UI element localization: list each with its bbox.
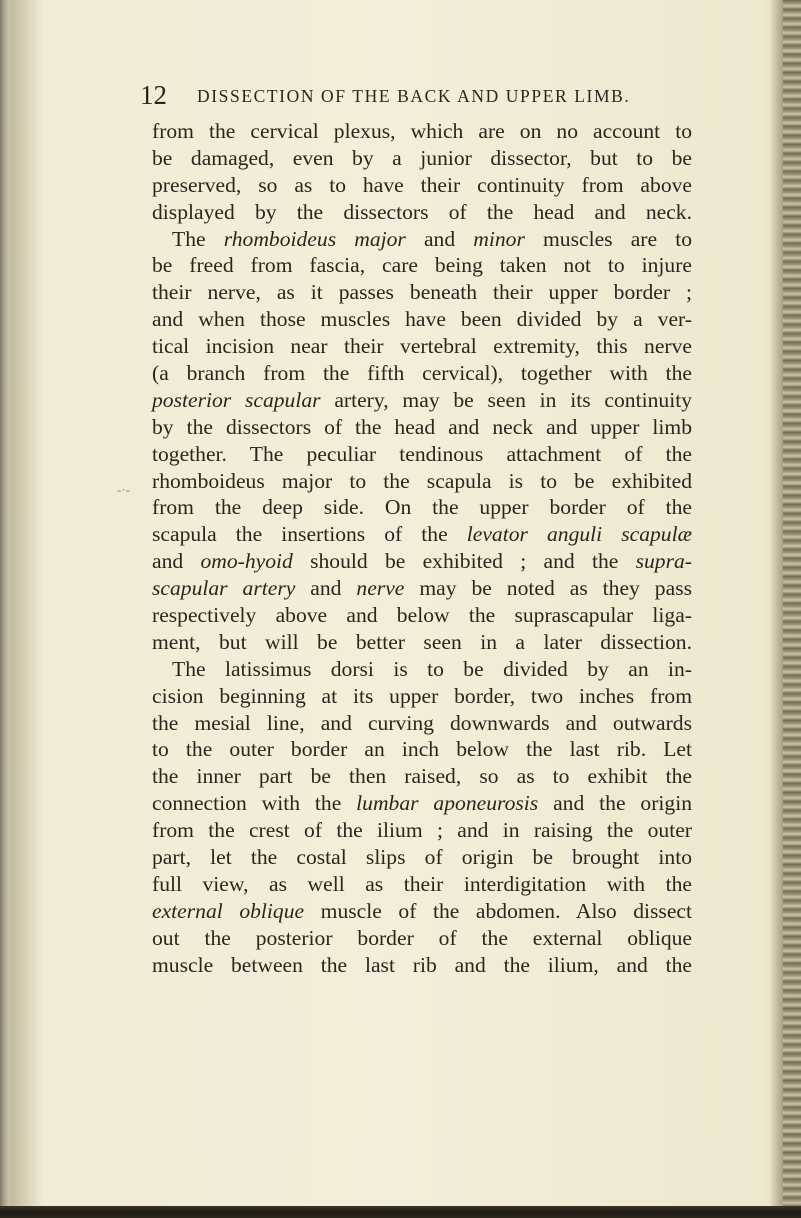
text-segment: their nerve, as it passes beneath their upper border ; bbox=[152, 280, 692, 305]
text-segment: muscle between the last rib and the ilium, and the bbox=[152, 952, 692, 977]
text-segment: be freed from fascia, care being taken not to injure bbox=[152, 253, 692, 278]
italic-term: lumbar aponeurosis bbox=[356, 791, 539, 816]
text-segment: be damaged, even by a junior dissector, but to be bbox=[152, 145, 692, 170]
italic-term: scapular artery bbox=[152, 576, 296, 601]
text-line bbox=[152, 199, 692, 226]
page-header bbox=[140, 80, 700, 110]
text-segment: scapula the insertions of the bbox=[152, 522, 467, 547]
text-segment: and the origin bbox=[538, 791, 692, 816]
page-stack-edge bbox=[783, 0, 801, 1218]
text-segment: preserved, so as to have their continuity from above bbox=[152, 172, 692, 197]
text-line bbox=[152, 172, 692, 199]
text-line bbox=[152, 548, 692, 575]
text-line bbox=[152, 871, 692, 898]
text-segment: rhomboideus major to the scapula is to be exhibited bbox=[152, 468, 692, 493]
running-head: DISSECTION OF THE BACK AND UPPER LIMB. bbox=[197, 86, 631, 106]
text-segment: tical incision near their vertebral extremity, this nerve bbox=[152, 334, 692, 359]
text-segment: The latissimus dorsi is to be divided by an in- bbox=[172, 656, 692, 681]
italic-term: nerve bbox=[356, 576, 405, 601]
italic-term: levator anguli scapulæ bbox=[466, 522, 692, 547]
text-line bbox=[152, 414, 692, 441]
text-segment: from the deep side. On the upper border of the bbox=[152, 495, 692, 520]
text-segment: together. The peculiar tendinous attachment of the bbox=[152, 441, 692, 466]
text-segment: (a branch from the fifth cervical), together with the bbox=[152, 361, 692, 386]
text-segment: and bbox=[295, 576, 357, 601]
text-segment: and bbox=[152, 549, 201, 574]
fore-edge-shadow bbox=[769, 0, 783, 1218]
text-line bbox=[152, 333, 692, 360]
bottom-page-edge bbox=[0, 1206, 801, 1218]
text-segment: artery, may be seen in its continuity bbox=[320, 387, 692, 412]
text-segment: from the cervical plexus, which are on no account to bbox=[152, 119, 692, 143]
text-segment: should be exhibited ; and the bbox=[292, 549, 636, 574]
text-line bbox=[152, 656, 692, 683]
text-segment: part, let the costal slips of origin be brought into bbox=[152, 845, 692, 870]
text-line bbox=[152, 360, 692, 387]
text-line bbox=[152, 602, 692, 629]
text-line bbox=[152, 145, 692, 172]
text-segment: muscle of the abdomen. Also dissect bbox=[304, 898, 692, 923]
text-line bbox=[152, 494, 692, 521]
text-line bbox=[152, 898, 692, 925]
text-line bbox=[152, 925, 692, 952]
text-line bbox=[152, 710, 692, 737]
page-number: 12 bbox=[140, 80, 167, 110]
text-segment: muscles are to bbox=[524, 226, 692, 251]
text-line bbox=[152, 226, 692, 253]
text-segment: and bbox=[405, 226, 474, 251]
text-line bbox=[152, 252, 692, 279]
text-segment: to the outer border an inch below the last rib. Let bbox=[152, 737, 692, 762]
italic-term: rhomboideus major bbox=[223, 226, 406, 251]
binding-edge bbox=[0, 0, 10, 1218]
italic-term: posterior scapular bbox=[152, 387, 321, 412]
text-segment: The bbox=[172, 226, 224, 251]
text-line bbox=[152, 387, 692, 414]
text-line bbox=[152, 952, 692, 979]
text-segment: and when those muscles have been divided by a ver- bbox=[152, 307, 692, 332]
text-segment: respectively above and below the suprascapular liga- bbox=[152, 603, 692, 628]
gutter-shadow bbox=[10, 0, 44, 1218]
text-segment: connection with the bbox=[152, 791, 357, 816]
text-line bbox=[152, 683, 692, 710]
text-line bbox=[152, 468, 692, 495]
text-line bbox=[152, 736, 692, 763]
text-line bbox=[152, 817, 692, 844]
text-line bbox=[152, 441, 692, 468]
italic-term: external oblique bbox=[152, 898, 305, 923]
italic-term: supra- bbox=[635, 549, 692, 574]
text-line bbox=[152, 306, 692, 333]
text-line bbox=[152, 844, 692, 871]
text-line bbox=[152, 763, 692, 790]
italic-term: minor bbox=[473, 226, 525, 251]
text-segment: ment, but will be better seen in a later dissection. bbox=[152, 629, 692, 654]
text-segment: full view, as well as their interdigitation with the bbox=[152, 871, 692, 896]
text-line bbox=[152, 521, 692, 548]
italic-term: omo-hyoid bbox=[200, 549, 293, 574]
text-segment: displayed by the dissectors of the head and neck. bbox=[152, 199, 692, 224]
text-line bbox=[152, 629, 692, 656]
text-line bbox=[152, 790, 692, 817]
text-line bbox=[152, 575, 692, 602]
text-segment: out the posterior border of the external oblique bbox=[152, 925, 692, 950]
text-segment: the mesial line, and curving downwards and outwards bbox=[152, 710, 692, 735]
text-segment: may be noted as they pass bbox=[404, 576, 692, 601]
text-segment: from the crest of the ilium ; and in raising the outer bbox=[152, 818, 692, 843]
text-line bbox=[152, 279, 692, 306]
margin-mark: -·- bbox=[117, 482, 130, 497]
text-segment: by the dissectors of the head and neck and upper limb bbox=[152, 414, 692, 439]
body-text bbox=[152, 118, 692, 979]
text-segment: the inner part be then raised, so as to exhibit the bbox=[152, 764, 692, 789]
text-segment: cision beginning at its upper border, two inches from bbox=[152, 683, 692, 708]
text-line bbox=[152, 118, 692, 145]
